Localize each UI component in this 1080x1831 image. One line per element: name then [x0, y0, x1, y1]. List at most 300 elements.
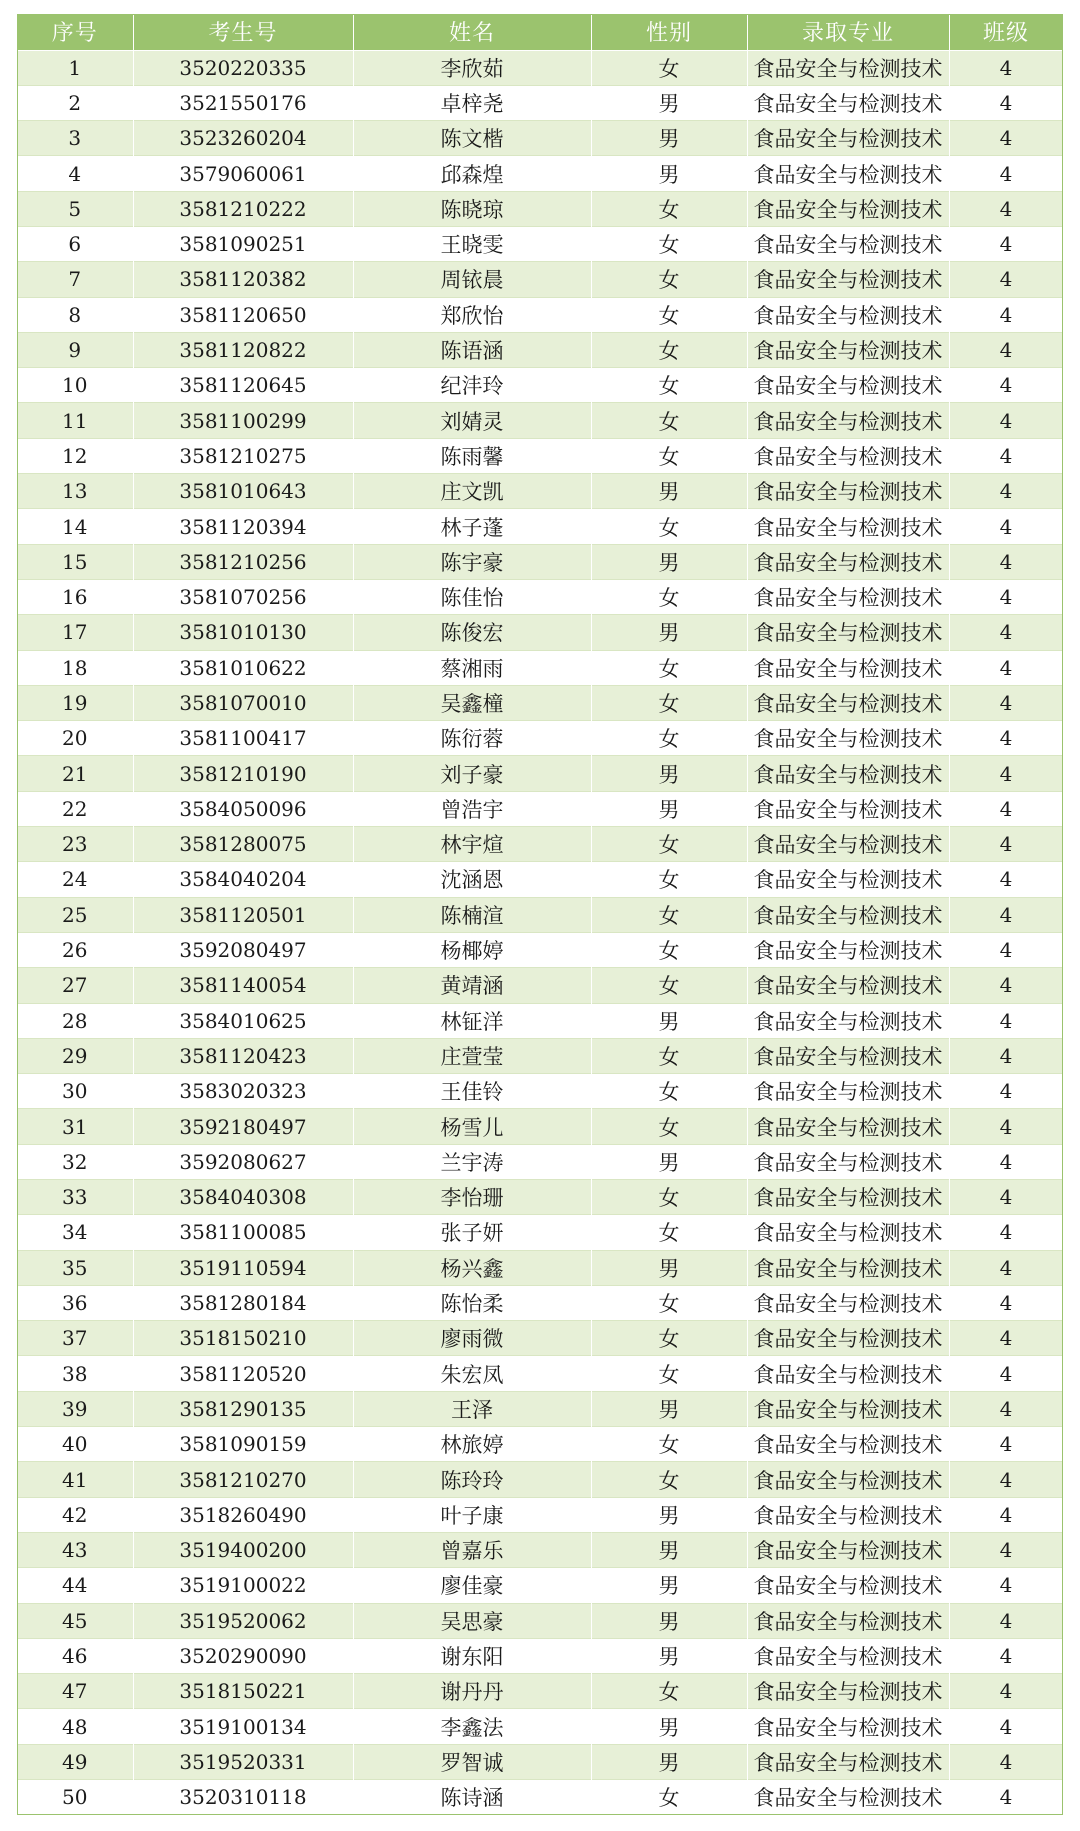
cell-gender: 女	[591, 1109, 747, 1144]
cell-major: 食品安全与检测技术	[747, 1038, 949, 1073]
cell-name: 林钲洋	[353, 1003, 591, 1038]
cell-exam-number: 3581280075	[133, 827, 353, 862]
cell-gender: 男	[591, 1144, 747, 1179]
cell-class: 4	[949, 1215, 1063, 1250]
cell-class: 4	[949, 121, 1063, 156]
cell-index: 7	[17, 262, 133, 297]
table-row	[17, 156, 1063, 191]
cell-gender: 女	[591, 1356, 747, 1391]
cell-exam-number: 3581120423	[133, 1038, 353, 1073]
cell-exam-number: 3581090159	[133, 1427, 353, 1462]
cell-name: 沈涵恩	[353, 862, 591, 897]
cell-class: 4	[949, 932, 1063, 967]
cell-name: 林宇煊	[353, 827, 591, 862]
cell-class: 4	[949, 1038, 1063, 1073]
cell-gender: 女	[591, 1321, 747, 1356]
cell-name: 杨雪儿	[353, 1109, 591, 1144]
cell-exam-number: 3592080497	[133, 932, 353, 967]
cell-exam-number: 3581100417	[133, 721, 353, 756]
cell-major: 食品安全与检测技术	[747, 1780, 949, 1815]
table-row	[17, 1603, 1063, 1638]
table-row	[17, 791, 1063, 826]
cell-name: 邱森煌	[353, 156, 591, 191]
cell-name: 周铱晨	[353, 262, 591, 297]
cell-class: 4	[949, 1427, 1063, 1462]
table-row	[17, 1250, 1063, 1285]
cell-index: 36	[17, 1285, 133, 1320]
cell-class: 4	[949, 368, 1063, 403]
cell-gender: 男	[591, 615, 747, 650]
cell-name: 杨椰婷	[353, 932, 591, 967]
cell-index: 12	[17, 438, 133, 473]
cell-class: 4	[949, 156, 1063, 191]
cell-major: 食品安全与检测技术	[747, 262, 949, 297]
cell-class: 4	[949, 1109, 1063, 1144]
cell-class: 4	[949, 1321, 1063, 1356]
cell-major: 食品安全与检测技术	[747, 1180, 949, 1215]
cell-gender: 女	[591, 650, 747, 685]
cell-major: 食品安全与检测技术	[747, 509, 949, 544]
cell-major: 食品安全与检测技术	[747, 1003, 949, 1038]
cell-class: 4	[949, 1568, 1063, 1603]
table-row	[17, 226, 1063, 261]
cell-exam-number: 3581280184	[133, 1285, 353, 1320]
cell-name: 陈文楷	[353, 121, 591, 156]
cell-index: 41	[17, 1462, 133, 1497]
cell-class: 4	[949, 1285, 1063, 1320]
cell-index: 2	[17, 85, 133, 120]
cell-gender: 女	[591, 1462, 747, 1497]
cell-gender: 男	[591, 1603, 747, 1638]
cell-class: 4	[949, 1356, 1063, 1391]
table-row	[17, 332, 1063, 367]
cell-exam-number: 3581120382	[133, 262, 353, 297]
cell-exam-number: 3584010625	[133, 1003, 353, 1038]
cell-class: 4	[949, 1250, 1063, 1285]
cell-name: 郑欣怡	[353, 297, 591, 332]
cell-name: 黄靖涵	[353, 968, 591, 1003]
cell-gender: 女	[591, 1074, 747, 1109]
cell-gender: 男	[591, 791, 747, 826]
cell-gender: 女	[591, 1285, 747, 1320]
cell-major: 食品安全与检测技术	[747, 191, 949, 226]
cell-index: 3	[17, 121, 133, 156]
cell-class: 4	[949, 1674, 1063, 1709]
cell-gender: 男	[591, 156, 747, 191]
cell-major: 食品安全与检测技术	[747, 1250, 949, 1285]
cell-name: 曾嘉乐	[353, 1532, 591, 1567]
cell-name: 杨兴鑫	[353, 1250, 591, 1285]
cell-class: 4	[949, 1603, 1063, 1638]
cell-name: 蔡湘雨	[353, 650, 591, 685]
cell-gender: 女	[591, 827, 747, 862]
table-row	[17, 1215, 1063, 1250]
cell-major: 食品安全与检测技术	[747, 438, 949, 473]
cell-gender: 女	[591, 932, 747, 967]
cell-index: 20	[17, 721, 133, 756]
cell-index: 37	[17, 1321, 133, 1356]
cell-major: 食品安全与检测技术	[747, 544, 949, 579]
cell-gender: 女	[591, 262, 747, 297]
cell-gender: 女	[591, 1427, 747, 1462]
cell-name: 李怡珊	[353, 1180, 591, 1215]
table-row	[17, 650, 1063, 685]
table-row	[17, 85, 1063, 120]
cell-index: 34	[17, 1215, 133, 1250]
cell-index: 46	[17, 1638, 133, 1673]
cell-exam-number: 3579060061	[133, 156, 353, 191]
cell-name: 廖佳豪	[353, 1568, 591, 1603]
table-row	[17, 579, 1063, 614]
cell-index: 47	[17, 1674, 133, 1709]
cell-name: 陈怡柔	[353, 1285, 591, 1320]
table-row	[17, 1744, 1063, 1779]
cell-gender: 男	[591, 474, 747, 509]
cell-class: 4	[949, 897, 1063, 932]
cell-major: 食品安全与检测技术	[747, 862, 949, 897]
cell-class: 4	[949, 297, 1063, 332]
table-row	[17, 50, 1063, 85]
cell-major: 食品安全与检测技术	[747, 721, 949, 756]
cell-name: 王佳铃	[353, 1074, 591, 1109]
cell-class: 4	[949, 756, 1063, 791]
cell-class: 4	[949, 721, 1063, 756]
table-row	[17, 685, 1063, 720]
cell-class: 4	[949, 509, 1063, 544]
cell-exam-number: 3581120650	[133, 297, 353, 332]
header-row	[17, 14, 1063, 50]
cell-major: 食品安全与检测技术	[747, 1109, 949, 1144]
header-index: 序号	[17, 14, 133, 50]
cell-name: 谢东阳	[353, 1638, 591, 1673]
cell-name: 刘婧灵	[353, 403, 591, 438]
table-row	[17, 403, 1063, 438]
cell-exam-number: 3519520062	[133, 1603, 353, 1638]
cell-index: 30	[17, 1074, 133, 1109]
cell-exam-number: 3520310118	[133, 1780, 353, 1815]
header-name: 姓名	[353, 14, 591, 50]
cell-index: 27	[17, 968, 133, 1003]
cell-gender: 男	[591, 1638, 747, 1673]
cell-exam-number: 3520220335	[133, 50, 353, 85]
cell-major: 食品安全与检测技术	[747, 1321, 949, 1356]
table-row	[17, 297, 1063, 332]
cell-exam-number: 3584050096	[133, 791, 353, 826]
cell-gender: 男	[591, 756, 747, 791]
cell-class: 4	[949, 191, 1063, 226]
cell-name: 庄文凯	[353, 474, 591, 509]
cell-gender: 女	[591, 968, 747, 1003]
cell-class: 4	[949, 403, 1063, 438]
table-row	[17, 1356, 1063, 1391]
table-row	[17, 1462, 1063, 1497]
cell-index: 26	[17, 932, 133, 967]
cell-exam-number: 3581210190	[133, 756, 353, 791]
cell-index: 13	[17, 474, 133, 509]
cell-major: 食品安全与检测技术	[747, 1356, 949, 1391]
table-row	[17, 509, 1063, 544]
table-row	[17, 827, 1063, 862]
cell-name: 刘子豪	[353, 756, 591, 791]
cell-gender: 男	[591, 1391, 747, 1426]
header-exam-number: 考生号	[133, 14, 353, 50]
table-row	[17, 1532, 1063, 1567]
cell-exam-number: 3581090251	[133, 226, 353, 261]
cell-exam-number: 3581010130	[133, 615, 353, 650]
cell-index: 33	[17, 1180, 133, 1215]
table-row	[17, 191, 1063, 226]
cell-exam-number: 3519100134	[133, 1709, 353, 1744]
cell-major: 食品安全与检测技术	[747, 1074, 949, 1109]
cell-index: 40	[17, 1427, 133, 1462]
cell-major: 食品安全与检测技术	[747, 968, 949, 1003]
cell-major: 食品安全与检测技术	[747, 85, 949, 120]
cell-index: 28	[17, 1003, 133, 1038]
cell-exam-number: 3581100299	[133, 403, 353, 438]
cell-index: 32	[17, 1144, 133, 1179]
cell-exam-number: 3581210256	[133, 544, 353, 579]
cell-name: 纪沣玲	[353, 368, 591, 403]
cell-gender: 女	[591, 1674, 747, 1709]
cell-class: 4	[949, 968, 1063, 1003]
cell-exam-number: 3519110594	[133, 1250, 353, 1285]
cell-exam-number: 3584040204	[133, 862, 353, 897]
cell-index: 11	[17, 403, 133, 438]
cell-gender: 女	[591, 579, 747, 614]
cell-exam-number: 3581070010	[133, 685, 353, 720]
cell-exam-number: 3519520331	[133, 1744, 353, 1779]
cell-major: 食品安全与检测技术	[747, 1497, 949, 1532]
cell-name: 庄萱莹	[353, 1038, 591, 1073]
cell-gender: 男	[591, 1532, 747, 1567]
cell-name: 兰宇涛	[353, 1144, 591, 1179]
cell-name: 张子妍	[353, 1215, 591, 1250]
cell-major: 食品安全与检测技术	[747, 50, 949, 85]
cell-major: 食品安全与检测技术	[747, 474, 949, 509]
cell-major: 食品安全与检测技术	[747, 932, 949, 967]
cell-name: 林子蓬	[353, 509, 591, 544]
cell-exam-number: 3518260490	[133, 1497, 353, 1532]
cell-class: 4	[949, 50, 1063, 85]
cell-name: 吴鑫橦	[353, 685, 591, 720]
cell-major: 食品安全与检测技术	[747, 615, 949, 650]
table-body	[17, 50, 1063, 1815]
cell-class: 4	[949, 544, 1063, 579]
cell-major: 食品安全与检测技术	[747, 121, 949, 156]
cell-exam-number: 3521550176	[133, 85, 353, 120]
cell-index: 24	[17, 862, 133, 897]
cell-name: 王泽	[353, 1391, 591, 1426]
cell-name: 李鑫法	[353, 1709, 591, 1744]
cell-index: 18	[17, 650, 133, 685]
table-row	[17, 1285, 1063, 1320]
cell-exam-number: 3520290090	[133, 1638, 353, 1673]
cell-exam-number: 3523260204	[133, 121, 353, 156]
cell-gender: 女	[591, 403, 747, 438]
cell-index: 19	[17, 685, 133, 720]
cell-class: 4	[949, 438, 1063, 473]
table-row	[17, 1497, 1063, 1532]
cell-major: 食品安全与检测技术	[747, 897, 949, 932]
cell-major: 食品安全与检测技术	[747, 650, 949, 685]
table-row	[17, 756, 1063, 791]
cell-class: 4	[949, 1532, 1063, 1567]
table-row	[17, 262, 1063, 297]
cell-class: 4	[949, 332, 1063, 367]
cell-exam-number: 3581010643	[133, 474, 353, 509]
table-row	[17, 1321, 1063, 1356]
cell-exam-number: 3581140054	[133, 968, 353, 1003]
cell-class: 4	[949, 1638, 1063, 1673]
cell-major: 食品安全与检测技术	[747, 1285, 949, 1320]
cell-gender: 女	[591, 1215, 747, 1250]
cell-name: 陈晓琼	[353, 191, 591, 226]
cell-major: 食品安全与检测技术	[747, 297, 949, 332]
cell-gender: 女	[591, 368, 747, 403]
table-row	[17, 932, 1063, 967]
table-row	[17, 1109, 1063, 1144]
cell-index: 25	[17, 897, 133, 932]
table-row	[17, 1180, 1063, 1215]
cell-gender: 女	[591, 50, 747, 85]
cell-gender: 女	[591, 685, 747, 720]
cell-name: 吴思豪	[353, 1603, 591, 1638]
cell-exam-number: 3592080627	[133, 1144, 353, 1179]
cell-name: 卓梓尧	[353, 85, 591, 120]
cell-index: 16	[17, 579, 133, 614]
cell-index: 5	[17, 191, 133, 226]
cell-index: 48	[17, 1709, 133, 1744]
table-row	[17, 1074, 1063, 1109]
cell-index: 8	[17, 297, 133, 332]
cell-class: 4	[949, 1709, 1063, 1744]
table-row	[17, 368, 1063, 403]
cell-major: 食品安全与检测技术	[747, 1638, 949, 1673]
cell-class: 4	[949, 791, 1063, 826]
cell-exam-number: 3581120520	[133, 1356, 353, 1391]
table-header	[17, 14, 1063, 50]
cell-exam-number: 3581010622	[133, 650, 353, 685]
cell-exam-number: 3519400200	[133, 1532, 353, 1567]
cell-index: 4	[17, 156, 133, 191]
cell-exam-number: 3518150221	[133, 1674, 353, 1709]
cell-index: 38	[17, 1356, 133, 1391]
cell-index: 29	[17, 1038, 133, 1073]
table-row	[17, 544, 1063, 579]
cell-major: 食品安全与检测技术	[747, 1144, 949, 1179]
cell-gender: 男	[591, 544, 747, 579]
cell-gender: 男	[591, 1744, 747, 1779]
cell-name: 陈玲玲	[353, 1462, 591, 1497]
cell-exam-number: 3592180497	[133, 1109, 353, 1144]
cell-class: 4	[949, 1462, 1063, 1497]
cell-class: 4	[949, 226, 1063, 261]
cell-class: 4	[949, 615, 1063, 650]
cell-index: 50	[17, 1780, 133, 1815]
cell-class: 4	[949, 1744, 1063, 1779]
cell-gender: 男	[591, 85, 747, 120]
cell-major: 食品安全与检测技术	[747, 1709, 949, 1744]
cell-gender: 男	[591, 1250, 747, 1285]
cell-major: 食品安全与检测技术	[747, 1215, 949, 1250]
table-row	[17, 1638, 1063, 1673]
cell-index: 15	[17, 544, 133, 579]
table-row	[17, 615, 1063, 650]
cell-name: 陈雨馨	[353, 438, 591, 473]
cell-class: 4	[949, 1180, 1063, 1215]
cell-major: 食品安全与检测技术	[747, 226, 949, 261]
cell-exam-number: 3581120822	[133, 332, 353, 367]
table-row	[17, 474, 1063, 509]
cell-gender: 男	[591, 1568, 747, 1603]
cell-class: 4	[949, 262, 1063, 297]
cell-gender: 女	[591, 897, 747, 932]
table-row	[17, 1674, 1063, 1709]
cell-exam-number: 3581210222	[133, 191, 353, 226]
cell-index: 35	[17, 1250, 133, 1285]
cell-major: 食品安全与检测技术	[747, 1532, 949, 1567]
table-row	[17, 1391, 1063, 1426]
cell-major: 食品安全与检测技术	[747, 156, 949, 191]
cell-name: 李欣茹	[353, 50, 591, 85]
cell-exam-number: 3581120645	[133, 368, 353, 403]
cell-class: 4	[949, 1074, 1063, 1109]
cell-class: 4	[949, 1391, 1063, 1426]
header-class: 班级	[949, 14, 1063, 50]
cell-gender: 女	[591, 1780, 747, 1815]
cell-name: 陈佳怡	[353, 579, 591, 614]
cell-exam-number: 3581210270	[133, 1462, 353, 1497]
cell-name: 朱宏凤	[353, 1356, 591, 1391]
cell-name: 陈衍蓉	[353, 721, 591, 756]
cell-gender: 女	[591, 226, 747, 261]
cell-gender: 女	[591, 297, 747, 332]
cell-index: 1	[17, 50, 133, 85]
table-row	[17, 1038, 1063, 1073]
cell-gender: 女	[591, 438, 747, 473]
cell-index: 9	[17, 332, 133, 367]
cell-name: 王晓雯	[353, 226, 591, 261]
cell-class: 4	[949, 1780, 1063, 1815]
cell-index: 42	[17, 1497, 133, 1532]
cell-exam-number: 3581100085	[133, 1215, 353, 1250]
cell-major: 食品安全与检测技术	[747, 403, 949, 438]
table-row	[17, 721, 1063, 756]
header-major: 录取专业	[747, 14, 949, 50]
cell-major: 食品安全与检测技术	[747, 1568, 949, 1603]
cell-gender: 男	[591, 1497, 747, 1532]
table-row	[17, 897, 1063, 932]
cell-name: 罗智诚	[353, 1744, 591, 1779]
cell-major: 食品安全与检测技术	[747, 1391, 949, 1426]
cell-gender: 女	[591, 862, 747, 897]
cell-major: 食品安全与检测技术	[747, 579, 949, 614]
cell-major: 食品安全与检测技术	[747, 685, 949, 720]
cell-class: 4	[949, 827, 1063, 862]
cell-major: 食品安全与检测技术	[747, 1674, 949, 1709]
cell-name: 曾浩宇	[353, 791, 591, 826]
cell-index: 21	[17, 756, 133, 791]
cell-gender: 女	[591, 721, 747, 756]
cell-name: 陈语涵	[353, 332, 591, 367]
table-row	[17, 862, 1063, 897]
cell-exam-number: 3581120501	[133, 897, 353, 932]
cell-gender: 女	[591, 191, 747, 226]
cell-major: 食品安全与检测技术	[747, 1462, 949, 1497]
cell-gender: 女	[591, 509, 747, 544]
cell-class: 4	[949, 1144, 1063, 1179]
cell-index: 17	[17, 615, 133, 650]
